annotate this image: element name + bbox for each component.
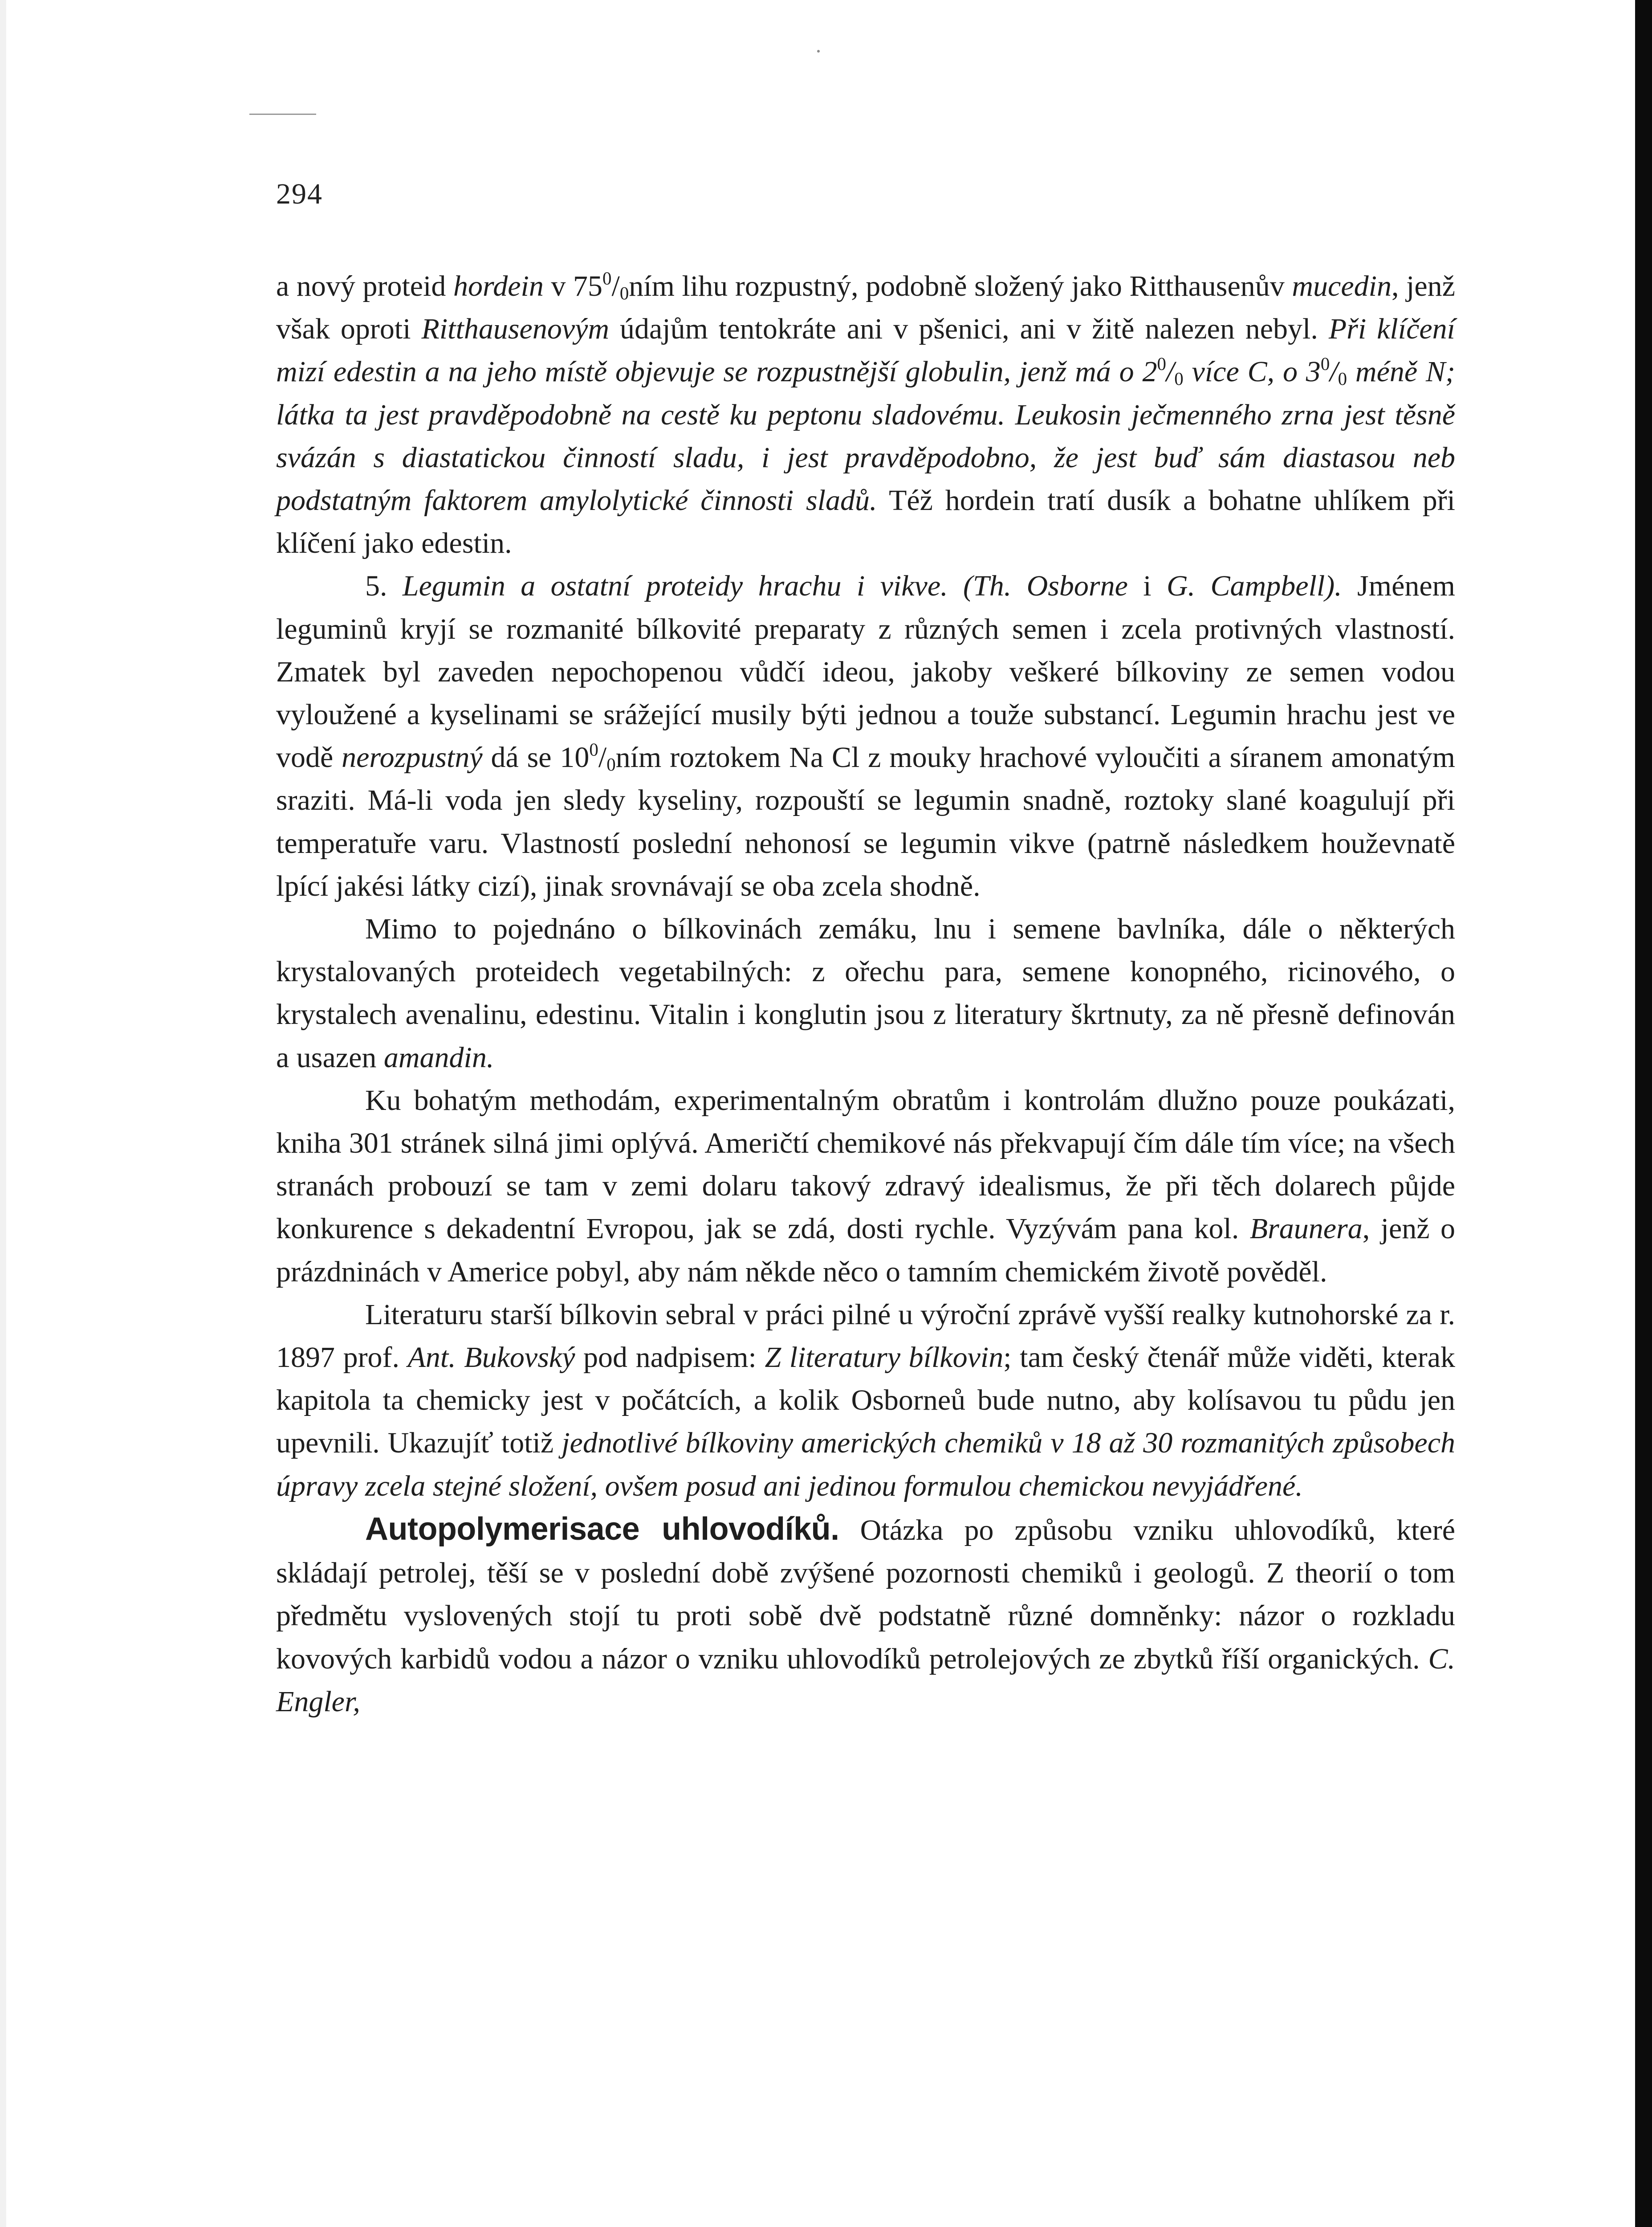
italic-text: amandin. — [383, 1041, 494, 1074]
page-number: 294 — [276, 178, 323, 210]
italic-text: Ant. Bukovský — [407, 1341, 575, 1374]
text-run: / — [598, 741, 607, 774]
paragraph — [276, 1293, 1455, 1508]
text-run: a nový proteid — [276, 270, 453, 302]
subscript: 0 — [1338, 369, 1347, 389]
scan-edge-left — [0, 0, 6, 2227]
italic-text: / — [1330, 355, 1338, 388]
paragraph — [276, 565, 1455, 908]
superscript: 0 — [1320, 354, 1330, 375]
scan-mark-left — [249, 114, 316, 115]
italic-text: mucedin — [1292, 270, 1392, 302]
text-run: dá se 10 — [482, 741, 590, 774]
text-run: ním roztokem Na Cl z mouky hrachové vyloučiti a síranem amonatým sraziti. Má-li voda jen sledy kyseliny, rozpouští se legumin snadně, roztoky slané koagulují při temperatuře varu. Vlastností poslední nehonosí se legumin vikve (patrně následkem houževnatě lpící jakési látky cizí), jinak srovnávají se oba zcela shodně. — [276, 741, 1456, 902]
subscript: 0 — [619, 283, 629, 304]
text-run: ním lihu rozpustný, podobně složený jako Ritthausenův — [629, 270, 1292, 302]
italic-text: Při klíčení mizí edestin a na jeho místě objevuje se rozpustnější globulin, jenž má o 2 — [276, 313, 1456, 388]
italic-text: Legumin a ostatní proteidy hrachu i vikve. (Th. Osborne — [402, 570, 1128, 603]
text-run: 5. — [365, 570, 403, 603]
section-heading: Autopolymerisace uhlovodíků. — [365, 1511, 839, 1547]
italic-text: G. Campbell). — [1167, 570, 1342, 603]
italic-text: hordein — [453, 270, 544, 302]
italic-text: méně N; látka ta jest pravděpodobně na cestě ku peptonu sladovému. Leukosin ječmenného zrna jest těsně svázán s diastatickou činností sladu, i jest pravděpodobno, že jest buď sám diastasou neb podstatným faktorem amylolytické činnosti sladů. — [276, 355, 1455, 517]
text-run: , jenž však oproti — [276, 270, 1455, 346]
text-run: / — [611, 270, 620, 302]
text-run: , jenž o prázdninách v Americe pobyl, aby nám někde něco o tamním chemickém životě pověděl. — [276, 1212, 1455, 1288]
italic-text: Z literatury bílkovin — [765, 1341, 1004, 1374]
text-run: pod nadpisem: — [575, 1341, 765, 1374]
text-run: Otázka po způsobu vzniku uhlovodíků, které skládají petrolej, těší se v poslední době zvýšené pozornosti chemiků i geologů. Z theorií o tom předmětu vyslovených stojí tu proti sobě dvě podstatně různé domněnky: názor o rozkladu kovových karbidů vodou a názor o vzniku uhlovodíků petrolejových ze zbytků říší organických. — [276, 1513, 1455, 1675]
superscript: 0 — [1157, 354, 1166, 375]
paragraph — [276, 1079, 1455, 1293]
text-run: Literaturu starší bílkovin sebral v práci pilné u výroční zprávě vyšší realky kutnohorské za r. 1897 prof. — [276, 1298, 1455, 1374]
paragraph — [276, 265, 1455, 565]
italic-text: Ritthausenovým — [421, 313, 610, 346]
text-run: ; tam český čtenář může viděti, kterak kapitola ta chemicky jest v počátcích, a kolik Osborneů bude nutno, aby kolísavou tu půdu jen upevnili. Ukazujíť totiž — [276, 1341, 1455, 1460]
text-run: Též hordein tratí dusík a bohatne uhlíkem při klíčení jako edestin. — [276, 484, 1456, 560]
italic-text: nerozpustný — [342, 741, 483, 774]
italic-text: C. Engler, — [276, 1642, 1455, 1718]
text-run: údajům tentokráte ani v pšenici, ani v žitě nalezen nebyl. — [609, 313, 1329, 346]
scan-mark-top — [817, 50, 820, 53]
italic-text: Braunera — [1249, 1212, 1363, 1245]
superscript: 0 — [602, 268, 612, 289]
italic-text: / — [1166, 355, 1175, 388]
text-run: Jménem leguminů kryjí se rozmanité bílkovité preparaty z různých semen i zcela protivných vlastností. Zmatek byl zaveden nepochopenou vůdčí ideou, jakoby veškeré bílkoviny ze semen vodou vyloužené a kyselinami se srážející musily býti jednou a touže substancí. Legumin hrachu jest ve vodě — [276, 570, 1455, 774]
text-run: i — [1127, 570, 1167, 603]
text-run: v 75 — [543, 270, 603, 302]
italic-text: více C, o 3 — [1183, 355, 1321, 388]
paragraph — [276, 908, 1455, 1079]
scan-border-right — [1635, 0, 1652, 2227]
text-run: Ku bohatým methodám, experimentalným obratům i kontrolám dlužno pouze poukázati, kniha 301 stránek silná jimi oplývá. Američtí chemikové nás překvapují čím dále tím více; na všech stranách probouzí se tam v zemi dolaru takový zdravý idealismus, že při těch dolarech půjde konkurence s dekadentní Evropou, jak se zdá, dosti rychle. Vyzývám pana kol. — [276, 1084, 1455, 1245]
text-run: Mimo to pojednáno o bílkovinách zemáku, lnu i semene bavlníka, dále o některých krystalovaných proteidech vegetabilných: z ořechu para, semene konopného, ricinového, o krystalech avenalinu, edestinu. Vitalin i konglutin jsou z literatury škrtnuty, za ně přesně definován a usazen — [276, 913, 1455, 1074]
subscript: 0 — [1174, 369, 1184, 389]
paragraph — [276, 1508, 1455, 1723]
body-text — [276, 265, 1455, 1723]
superscript: 0 — [589, 739, 598, 760]
subscript: 0 — [606, 755, 616, 775]
italic-text: jednotlivé bílkoviny amerických chemiků v 18 až 30 rozmanitých způsobech úpravy zcela stejné složení, ovšem posud ani jedinou formulou chemickou nevyjádřené. — [276, 1427, 1455, 1502]
